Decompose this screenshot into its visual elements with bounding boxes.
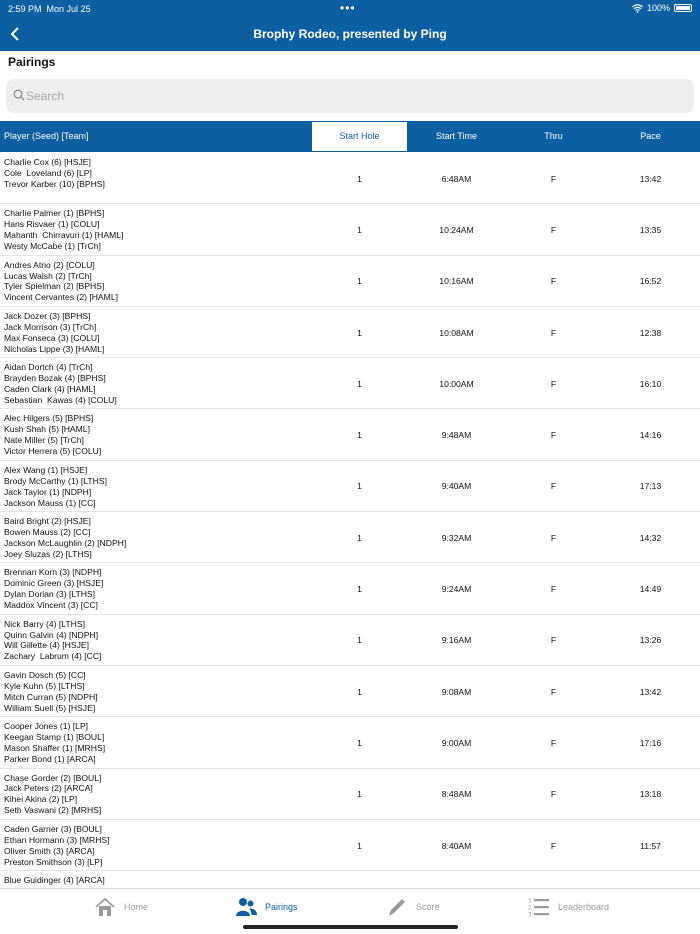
table-row[interactable] [0,615,700,666]
thru-cell: F [550,224,557,235]
tab-leaderboard[interactable]: 1 2 3 Leaderboard [528,897,610,919]
player-name: Westy McCabe (1) [TrCh] [4,241,101,252]
thru-cell: F [550,378,557,389]
thru-cell: F [550,840,557,851]
player-name: Hans Risvaer (1) [COLU] [4,219,100,230]
thru-cell: F [550,532,557,543]
pace-cell: 13:42 [639,686,662,697]
pairing-players [4,773,101,817]
search-bar[interactable] [6,79,694,113]
pairing-players [4,413,101,457]
column-header-start-time[interactable]: Start Time [435,131,477,141]
player-name: Jack Peters (2) [ARCA] [4,783,93,794]
start-hole-cell: 1 [357,584,362,595]
start-hole-cell: 1 [357,686,362,697]
thru-cell: F [550,686,557,697]
pace-cell: 16:52 [639,276,662,287]
start-hole-cell: 1 [357,532,362,543]
nav-bar [0,18,700,51]
player-name: Mahanth Chirravuri (1) [HAML] [4,230,124,241]
thru-cell: F [550,789,557,800]
table-row[interactable] [0,512,700,563]
table-row[interactable] [0,153,700,204]
player-name: Alex Wang (1) [HSJE] [4,464,88,475]
table-row[interactable] [0,358,700,409]
svg-text:2: 2 [528,904,532,912]
start-hole-cell: 1 [357,327,362,338]
table-row[interactable] [0,256,700,307]
numbered-list-icon [528,896,550,918]
tab-home[interactable]: Home [94,895,148,919]
player-name: Mason Shaffer (1) [MRHS] [4,743,106,754]
status-time: 2:59 PM Mon Jul 25 [8,4,91,14]
player-name: Trevor Karber (10) [BPHS] [4,178,105,189]
start-hole-cell: 1 [357,276,362,287]
pencil-icon [386,896,408,918]
player-name: Caden Garner (3) [BOUL] [4,823,102,834]
player-name: Charlie Palmer (1) [BPHS] [4,208,105,219]
thru-cell: F [550,430,557,441]
pace-cell: 11:57 [640,840,661,851]
player-name: Chase Gorder (2) [BOUL] [4,772,102,783]
start-time-cell: 9:08AM [441,686,472,697]
table-row[interactable] [0,461,700,512]
player-name: Lucas Walsh (2) [TrCh] [4,270,92,281]
column-header-pace[interactable]: Pace [640,131,661,141]
thru-cell: F [550,276,557,287]
table-row[interactable] [0,409,700,460]
svg-text:1: 1 [528,897,532,905]
player-name: Aidan Dortch (4) [TrCh] [4,362,93,373]
player-name: Caden Clark (4) [HAML] [4,384,96,394]
thru-cell: F [550,737,557,748]
pairing-players [4,567,103,611]
status-bar [0,0,700,18]
status-right [632,3,692,13]
start-time-cell: 9:40AM [441,481,472,492]
player-name: Cooper Jones (1) [LP] [4,721,89,732]
player-name: Dominic Green (3) [HSJE] [4,578,104,589]
player-name: Sebastian Kawas (4) [COLU] [4,394,117,405]
pairing-players [4,157,105,190]
player-name: Jackson Mauss (1) [CC] [4,497,96,508]
player-name: Kihei Akina (2) [LP] [4,794,78,805]
player-name: Kush Shah (5) [HAML] [4,424,90,435]
player-name: Dylan Dorian (3) [LTHS] [4,589,96,600]
pace-cell: 14:32 [639,532,662,543]
pairing-players [4,670,98,714]
house-icon [94,896,116,918]
player-name: Zachary Labrum (4) [CC] [4,651,102,662]
start-time-cell: 10:08AM [439,327,474,338]
home-indicator [243,925,458,929]
player-name: Seth Vaswani (2) [MRHS] [4,805,102,816]
player-name: Jack Dozer (3) [BPHS] [4,310,91,321]
player-name: Maddox Vincent (3) [CC] [4,600,98,611]
start-time-cell: 10:24AM [439,224,474,235]
pace-cell: 13:42 [639,173,662,184]
column-header-thru[interactable]: Thru [544,131,563,141]
pace-cell: 12:38 [639,327,662,338]
start-hole-cell: 1 [357,378,362,389]
start-time-cell: 8:40AM [441,840,472,851]
start-time-cell: 8:48AM [441,789,472,800]
player-name: Jackson McLaughlin (2) [NDPH] [4,537,127,548]
start-hole-cell: 1 [357,481,362,492]
player-name: Brody McCarthy (1) [LTHS] [4,475,107,486]
pairing-players [4,311,104,355]
player-name: Tyler Spielman (2) [BPHS] [4,281,105,292]
search-icon [13,89,25,101]
thru-cell: F [550,635,557,646]
pairing-players [4,824,110,868]
thru-cell: F [550,173,557,184]
player-name: Nate Miller (5) [TrCh] [4,435,84,446]
player-name: Keegan Stamp (1) [BOUL] [4,732,105,743]
page-title: Brophy Rodeo, presented by Ping [253,27,447,41]
player-name: Blue Guidinger (4) [ARCA] [4,875,105,886]
start-hole-cell: 1 [357,430,362,441]
people-icon [235,896,257,918]
pairing-players [4,465,107,509]
svg-text:3: 3 [528,911,532,919]
player-name: Ethan Hormann (3) [MRHS] [4,834,110,845]
start-time-cell: 9:00AM [441,737,472,748]
player-name: William Suell (5) [HSJE] [4,702,96,713]
pairing-players [4,260,118,304]
start-hole-cell: 1 [357,737,362,748]
start-hole-cell: 1 [357,173,362,184]
pace-cell: 14:16 [639,430,662,441]
player-name: Gavin Dosch (5) [CC] [4,669,86,680]
pairing-players [4,721,105,765]
thru-cell: F [550,584,557,595]
pace-cell: 13:26 [639,635,662,646]
player-name: Nick Barry (4) [LTHS] [4,618,86,629]
pace-cell: 14:49 [639,584,662,595]
table-row[interactable] [0,666,700,717]
player-name: Cole Loveland (6) [LP] [4,167,92,178]
pairing-players [4,516,126,560]
start-time-cell: 9:48AM [441,430,472,441]
player-name: Vincent Cervantes (2) [HAML] [4,292,118,303]
player-name: Oliver Smith (3) [ARCA] [4,845,95,856]
column-header-start-hole[interactable]: Start Hole [311,121,408,152]
battery-percent: 100% [646,3,670,13]
player-name: Jack Taylor (1) [NDPH] [4,486,92,497]
table-row[interactable] [0,820,700,871]
column-header-player[interactable]: Player (Seed) [Team] [4,131,89,141]
pace-cell: 13:18 [639,789,662,800]
player-name: Max Fonseca (3) [COLU] [4,332,100,343]
player-name: Parker Bond (1) [ARCA] [4,753,96,764]
player-name: Bowen Mauss (2) [CC] [4,526,91,537]
start-hole-cell: 1 [357,840,362,851]
table-row[interactable] [0,717,700,768]
section-title: Pairings [8,55,56,69]
pace-cell: 17:16 [639,737,662,748]
start-time-cell: 9:32AM [441,532,472,543]
search-input[interactable] [26,85,676,107]
thru-cell: F [550,481,557,492]
player-name: Victor Herrera (5) [COLU] [4,446,102,457]
start-time-cell: 10:00AM [439,378,474,389]
start-time-cell: 10:16AM [439,276,474,287]
start-hole-cell: 1 [357,635,362,646]
pace-cell: 13:35 [639,224,662,235]
thru-cell: F [550,327,557,338]
player-name: Nicholas Lippe (3) [HAML] [4,343,105,354]
pairing-players [4,619,101,663]
player-name: Kyle Kuhn (5) [LTHS] [4,680,85,691]
wifi-icon [632,4,643,13]
pace-cell: 17:13 [639,481,662,492]
pairing-players [4,208,123,252]
player-name: Quinn Galvin (4) [NDPH] [4,629,99,640]
pace-cell: 16:10 [639,378,662,389]
table-row[interactable] [0,204,700,255]
start-time-cell: 9:16AM [441,635,472,646]
player-name: Charlie Cox (6) [HSJE] [4,157,91,167]
start-time-cell: 9:24AM [441,584,472,595]
battery-icon [674,4,692,12]
tab-pairings[interactable]: Pairings [235,895,298,919]
table-row[interactable] [0,563,700,614]
player-name: Joey Sluzas (2) [LTHS] [4,548,92,559]
player-name: Alec Hilgers (5) [BPHS] [4,413,94,424]
start-hole-cell: 1 [357,224,362,235]
table-row[interactable] [0,307,700,358]
player-name: Mitch Curran (5) [NDPH] [4,691,98,702]
start-time-cell: 6:48AM [441,173,472,184]
table-header [0,121,700,152]
player-name: Baird Bright (2) [HSJE] [4,516,91,527]
table-row[interactable] [0,769,700,820]
player-name: Will Gillette (4) [HSJE] [4,640,89,651]
tab-score[interactable]: Score [386,895,440,919]
pairing-players [4,362,117,406]
multitasking-dots-icon[interactable]: ••• [340,1,356,15]
pairings-list[interactable] [0,153,700,888]
player-name: Brennan Korn (3) [NDPH] [4,567,102,578]
player-name: Preston Smithson (3) [LP] [4,856,103,867]
player-name: Jack Morrison (3) [TrCh] [4,321,97,332]
player-name: Brayden Bozak (4) [BPHS] [4,373,106,384]
player-name: Andres Atrio (2) [COLU] [4,259,95,270]
start-hole-cell: 1 [357,789,362,800]
